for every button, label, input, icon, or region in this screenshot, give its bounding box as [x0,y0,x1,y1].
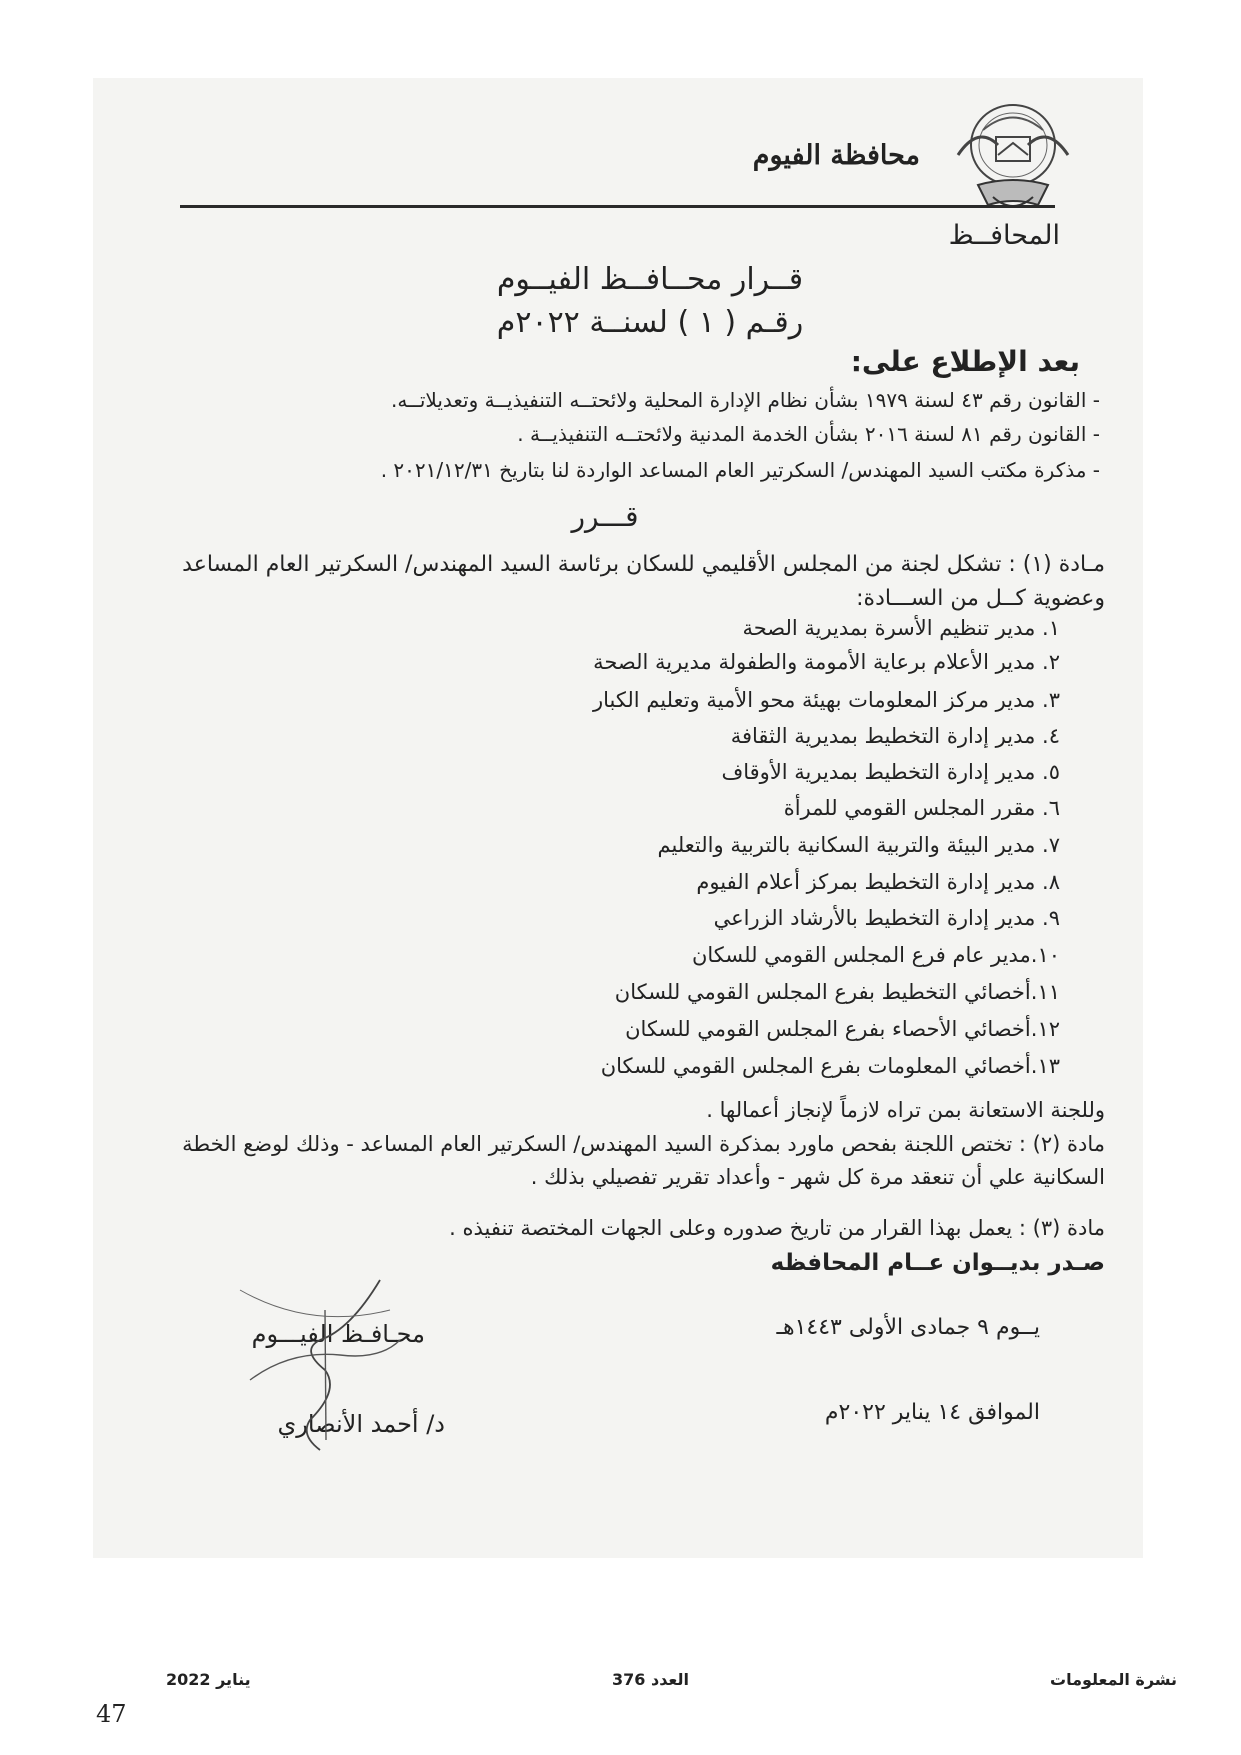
committee-member: ٦. مقرر المجلس القومي للمرأة [783,796,1060,820]
footer-issue: العدد 376 [612,1670,689,1689]
committee-member: ٩. مدير إدارة التخطيط بالأرشاد الزراعي [713,906,1060,930]
committee-member: ٨. مدير إدارة التخطيط بمركز أعلام الفيوم [696,870,1060,894]
reference-item: - مذكرة مكتب السيد المهندس/ السكرتير العام المساعد الواردة لنا بتاريخ ٢٠٢١/١٢/٣١ . [380,458,1100,482]
issued-at: صـدر بديــوان عــام المحافظه [770,1250,1105,1276]
committee-member: ١١.أخصائي التخطيط بفرع المجلس القومي للسكان [614,980,1060,1004]
article-3-text: مادة (٣) : يعمل بهذا القرار من تاريخ صدوره وعلى الجهات المختصة تنفيذه . [449,1216,1105,1240]
committee-member: ٧. مدير البيئة والتربية السكانية بالتربية والتعليم [657,833,1060,857]
article-1-closing: وللجنة الاستعانة بمن تراه لازماً لإنجاز أعمالها . [706,1098,1105,1122]
decree-title: قــرار محــافــظ الفيــوم [496,262,804,297]
governorate-name: محافظة الفيوم [752,140,920,171]
governorate-emblem-icon [938,85,1088,225]
committee-member: ٥. مدير إدارة التخطيط بمديرية الأوقاف [721,760,1060,784]
committee-member: ٣. مدير مركز المعلومات بهيئة محو الأمية وتعليم الكبار [592,688,1060,712]
header-rule [180,205,1055,208]
reference-item: - القانون رقم ٤٣ لسنة ١٩٧٩ بشأن نظام الإدارة المحلية ولائحتــه التنفيذيــة وتعديلاتــه. [391,388,1100,412]
article-2-text: مادة (٢) : تختص اللجنة بفحص ماورد بمذكرة السيد المهندس/ السكرتير العام المساعد - وذلك لوضع الخطة السكانية علي أن تنعقد مرة كل شهر - وأعداد تقرير تفصيلي بذلك . [182,1132,1105,1189]
decree-number: رقـم ( ١ ) لسنــة ٢٠٢٢م [496,305,804,340]
committee-member: ٢. مدير الأعلام برعاية الأمومة والطفولة مديرية الصحة [593,650,1060,674]
governor-office-label: المحافــظ [948,220,1060,251]
footer-date: يناير 2022 [166,1670,251,1689]
committee-member: ١٠.مدير عام فرع المجلس القومي للسكان [691,943,1060,967]
gregorian-date: الموافق ١٤ يناير ٢٠٢٢م [824,1400,1040,1425]
committee-member: ١. مدير تنظيم الأسرة بمديرية الصحة [742,616,1060,640]
committee-member: ١٣.أخصائي المعلومات بفرع المجلس القومي للسكان [600,1054,1060,1078]
article-1-text: مـادة (١) : تشكل لجنة من المجلس الأقليمي للسكان برئاسة السيد المهندس/ السكرتير العام المساعد وعضوية كــل من الســـادة: [182,552,1105,611]
reference-item: - القانون رقم ٨١ لسنة ٢٠١٦ بشأن الخدمة المدنية ولائحتــه التنفيذيــة . [517,422,1100,446]
signatory-title: محـافـظ الفيـــوم [251,1320,425,1348]
footer-publication: نشرة المعلومات [1050,1670,1178,1689]
committee-member: ٤. مدير إدارة التخطيط بمديرية الثقافة [730,724,1060,748]
hijri-date: يــوم ٩ جمادى الأولى ١٤٤٣هـ [776,1315,1040,1340]
signatory-name: د/ أحمد الأنصاري [277,1410,445,1438]
after-review-heading: بعد الإطلاع على: [850,345,1080,378]
committee-member: ١٢.أخصائي الأحصاء بفرع المجلس القومي للسكان [625,1017,1060,1041]
decides-heading: قـــرر [571,500,639,533]
handwritten-signature [230,1270,430,1460]
page-number: 47 [96,1700,127,1728]
